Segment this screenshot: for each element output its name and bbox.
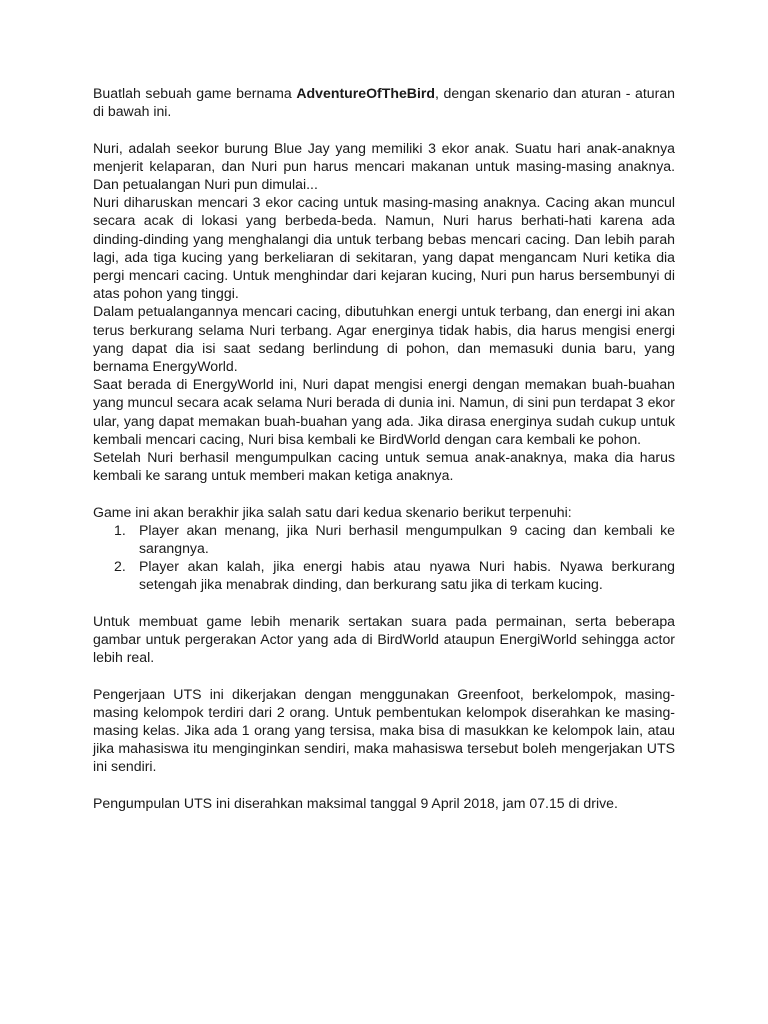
list-item-number: 1.: [114, 521, 126, 538]
list-item-text: Player akan kalah, jika energi habis atau nyawa Nuri habis. Nyawa berkurang setengah jika menabrak dinding, dan berkurang satu jika di terkam kucing.: [139, 558, 675, 593]
extras-paragraph: Untuk membuat game lebih menarik sertakan suara pada permainan, serta beberapa gambar untuk pergerakan Actor yang ada di BirdWorld ataupun EnergiWorld sehingga actor lebih real.: [93, 612, 675, 666]
game-name: AdventureOfTheBird: [296, 85, 435, 101]
story-paragraph-3: Dalam petualangannya mencari cacing, dibutuhkan energi untuk terbang, dan energi ini akan terus berkurang selama Nuri terbang. Agar energinya tidak habis, dia harus mengisi energi yang dapat dia isi saat sedang berlindung di pohon, dan memasuki dunia baru, yang bernama EnergyWorld.: [93, 303, 675, 375]
list-item: [93, 557, 675, 593]
paragraph-gap: [93, 484, 675, 502]
story-paragraph-1: Nuri, adalah seekor burung Blue Jay yang memiliki 3 ekor anak. Suatu hari anak-anaknya menjerit kelaparan, dan Nuri pun harus mencari makanan untuk masing-masing anaknya. Dan petualangan Nuri pun dimulai...: [93, 139, 675, 192]
list-item: [93, 521, 675, 557]
list-item-text: Player akan menang, jika Nuri berhasil mengumpulkan 9 cacing dan kembali ke sarangnya.: [139, 521, 675, 557]
intro-paragraph: [93, 84, 675, 120]
story-paragraph-5: Setelah Nuri berhasil mengumpulkan cacing untuk semua anak-anaknya, maka dia harus kembali ke sarang untuk memberi makan ketiga anaknya.: [93, 449, 675, 484]
paragraph-gap: [93, 776, 675, 794]
list-item-number: 2.: [114, 558, 126, 575]
paragraph-gap: [93, 594, 675, 612]
document-page: [93, 84, 675, 812]
story-paragraph-4: Saat berada di EnergyWorld ini, Nuri dapat mengisi energi dengan memakan buah-buahan yang muncul secara acak selama Nuri berada di dunia ini. Namun, di sini pun terdapat 3 ekor ular, yang dapat memakan buah-buahan yang ada. Jika dirasa energinya sudah cukup untuk kembali mencari cacing, Nuri bisa kembali ke BirdWorld dengan cara kembali ke pohon.: [93, 376, 675, 447]
intro-text-after: , dengan skenario dan aturan - aturan di bawah ini.: [93, 85, 675, 120]
end-conditions-list: [93, 521, 675, 594]
story-paragraph-2: Nuri diharuskan mencari 3 ekor cacing untuk masing-masing anaknya. Cacing akan muncul secara acak di lokasi yang berbeda-beda. Namun, Nuri harus berhati-hati karena ada dinding-dinding yang menghalangi dia untuk terbang bebas mencari cacing. Dan lebih parah lagi, ada tiga kucing yang berkeliaran di sekitaran, yang dapat mengancam Nuri ketika dia pergi mencari cacing. Untuk menghindar dari kejaran kucing, Nuri pun harus bersembunyi di atas pohon yang tinggi.: [93, 194, 675, 302]
deadline-paragraph: Pengumpulan UTS ini diserahkan maksimal tanggal 9 April 2018, jam 07.15 di drive.: [93, 794, 618, 811]
end-conditions-lead: Game ini akan berakhir jika salah satu dari kedua skenario berikut terpenuhi:: [93, 503, 572, 520]
paragraph-gap: [93, 120, 675, 138]
paragraph-gap: [93, 666, 675, 684]
intro-text-before: Buatlah sebuah game bernama: [93, 85, 297, 101]
work-rules-paragraph: Pengerjaan UTS ini dikerjakan dengan menggunakan Greenfoot, berkelompok, masing-masing kelompok terdiri dari 2 orang. Untuk pembentukan kelompok diserahkan ke masing-masing kelas. Jika ada 1 orang yang tersisa, maka bisa di masukkan ke kelompok lain, atau jika mahasiswa itu menginginkan sendiri, maka mahasiswa tersebut boleh mengerjakan UTS ini sendiri.: [93, 685, 675, 775]
